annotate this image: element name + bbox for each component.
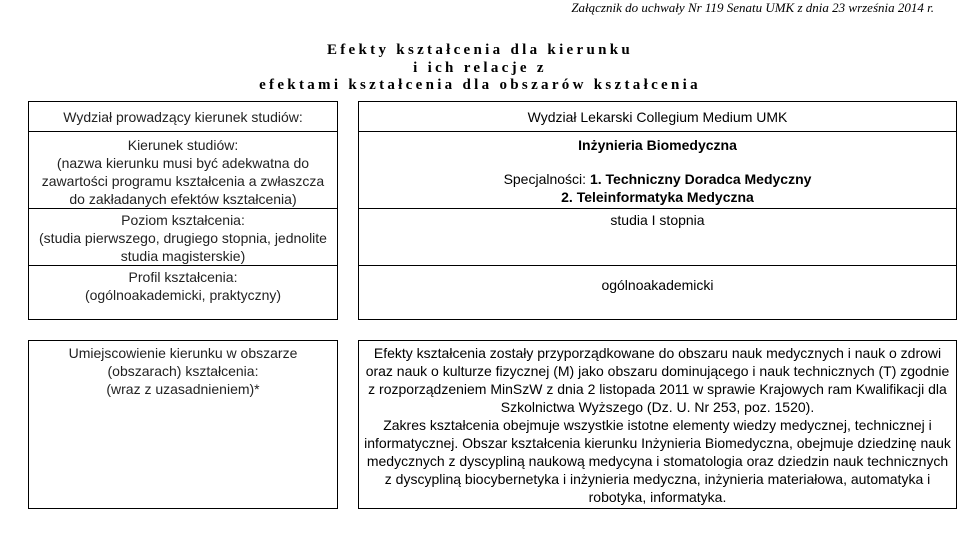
faculty-value: Wydział Lekarski Collegium Medium UMK — [359, 102, 957, 132]
header-note: Załącznik do uchwały Nr 119 Senatu UMK z dnia 23 września 2014 r. — [571, 0, 934, 15]
area-paragraph-2: Zakres kształcenia obejmuje wszystkie istotne elementy wiedzy medycznej, technicznej i informatycznej. Obszar kształcenia kierunku Inżynieria Biomedyczna, obejmuje dziedzinę nauk medycznych z dyscypliną naukową medycyna i stomatologia oraz dziedzin nauk technicznych z dyscypliną biocybernetyka i inżynieria medyczna, inżynieria materiałowa, automatyka i robotyka, informatyka. — [364, 417, 951, 505]
area-row — [29, 341, 957, 509]
faculty-label: Wydział prowadzący kierunek studiów: — [29, 102, 338, 132]
level-value: studia I stopnia — [359, 209, 957, 266]
level-label — [29, 209, 338, 266]
level-label-title: Poziom kształcenia: — [121, 212, 245, 228]
area-label — [29, 341, 338, 509]
field-label-note: (nazwa kierunku musi być adekwatna do zawartości programu kształcenia a zwłaszcza do zakładanych efektów kształcenia) — [41, 155, 325, 207]
field-label — [29, 132, 338, 209]
profile-row — [29, 266, 957, 320]
area-label-note: (wraz z uzasadnieniem)* — [106, 381, 260, 397]
field-value — [359, 132, 957, 209]
profile-value: ogólnoakademicki — [359, 266, 957, 320]
specialties-prefix: Specjalności: — [503, 171, 590, 187]
area-value — [359, 341, 957, 509]
title-line-1: Efekty kształcenia dla kierunku — [326, 42, 634, 58]
area-label-title: Umiejscowienie kierunku w obszarze (obszarach) kształcenia: — [68, 345, 298, 379]
specialty-2: 2. Teleinformatyka Medyczna — [561, 189, 754, 205]
title-line-2: i ich relacje z — [413, 60, 547, 76]
faculty-row — [29, 102, 957, 132]
level-row — [29, 209, 957, 266]
specialty-1: 1. Techniczny Doradca Medyczny — [589, 171, 812, 187]
profile-label — [29, 266, 338, 320]
area-paragraph-1: Efekty kształcenia zostały przyporządkowane do obszaru nauk medycznych i nauk o zdrowi oraz nauk o kulturze fizycznej (M) jako obszaru dominującego i nauk technicznych (T) zgodnie z rozporządzeniem MinSzW z dnia 2 listopada 2011 w sprawie Krajowych ram Kwalifikacji dla Szkolnictwa Wyższego (Dz. U. Nr 253, poz. 1520). — [365, 345, 950, 415]
field-name: Inżynieria Biomedyczna — [578, 137, 737, 153]
profile-label-note: (ogólnoakademicki, praktyczny) — [84, 287, 282, 303]
program-table — [28, 101, 957, 509]
field-label-title: Kierunek studiów: — [127, 137, 239, 153]
profile-label-title: Profil kształcenia: — [128, 269, 238, 285]
level-label-note: (studia pierwszego, drugiego stopnia, jednolite studia magisterskie) — [39, 230, 327, 264]
field-row — [29, 132, 957, 209]
title-line-3: efektami kształcenia dla obszarów kształcenia — [259, 77, 701, 93]
